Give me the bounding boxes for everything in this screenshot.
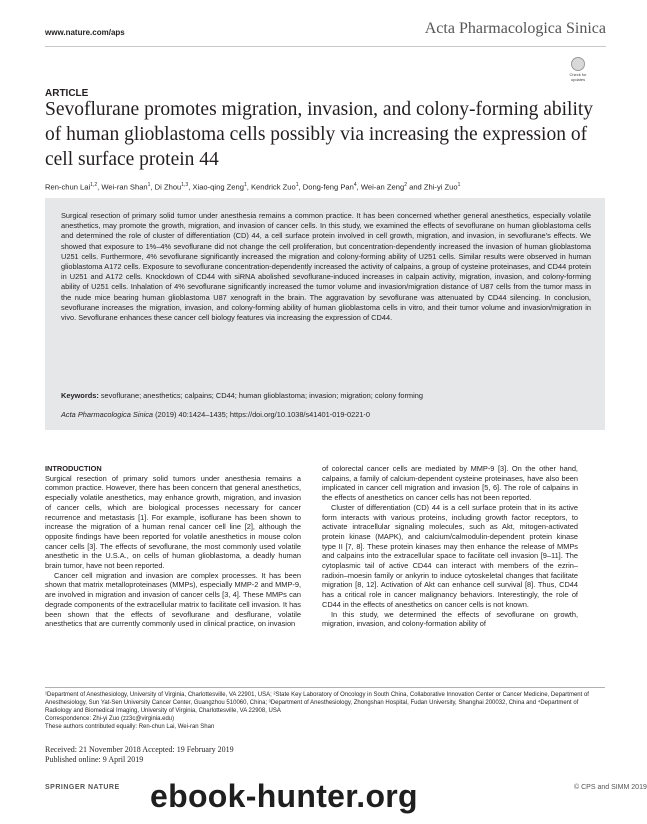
author-name: Ren-chun Lai: [45, 182, 91, 192]
author-name: Wei-ran Shan: [101, 182, 148, 192]
keywords-label: Keywords:: [61, 391, 99, 400]
author-affiliation-mark: 1,3: [181, 182, 189, 188]
intro-paragraph: Surgical resection of primary solid tumors under anesthesia remains a common practice. However, there has been concern that general anesthetics, especially volatile anesthetics, may enhance growth, migration, and invasion of cancer cells, which are biological processes necessary for cancer recurrence and metastasis [1]. For example, isoflurane has been shown to increase the migration of a human renal cancer cell line [2], although the opposite findings have been reported for volatile anesthetics in mouse colon cancer cells [3]. The effects of sevoflurane, the most commonly used volatile anesthetic in the U.S.A., on cells of human glioblastoma, a deadly human brain tumor, have not been reported.: [45, 473, 301, 571]
author-name: Kendrick Zuo: [250, 182, 296, 192]
abstract-text: Surgical resection of primary solid tumor under anesthesia remains a common practice. It has been concerned whether general anesthetics, especially volatile anesthetics, may promote the growth, migration, and invasion of cancer cells. In this study, we examined the effects of sevoflurane on human glioblastoma cells and determined the role of cluster of differentiation (CD) 44, a cell surface protein involved in cell growth, migration, and invasion, in sevoflurane’s effects. We showed that exposure to 1%–4% sevoflurane did not change the cell proliferation, but concentration-dependently increased the invasion of human glioblastoma U251 cells. Furthermore, 4% sevoflurane significantly increased the migration and colony-forming ability of U251 cells. Similar results were observed in human glioblastoma A172 cells. Exposure to sevoflurane concentration-dependently increased the activity of calpains, a group of cysteine proteinases, and CD44 protein in U251 and A172 cells. Knockdown of CD44 with siRNA abolished sevoflurane-induced increases in calpain activity, migration, invasion, and colony-forming ability of U251 cells. Inhalation of 4% sevoflurane significantly increased the tumor volume and invasion/migration distance of U87 cells from the tumor mass in the nude mice bearing human glioblastoma U87 xenograft in the brain. The aggravation by sevoflurane was attenuated by CD44 silencing. In conclusion, sevoflurane increases the migration, invasion, and colony-forming ability of human glioblastoma cells in vitro, and their tumor volume and invasion/migration in vivo. Sevoflurane enhances these cancer cell biology features via increasing the expression of CD44.: [61, 211, 591, 323]
journal-url[interactable]: www.nature.com/aps: [45, 28, 125, 37]
author-affiliation-mark: 1: [295, 182, 299, 188]
header-divider: [45, 46, 606, 47]
footnote-divider: [45, 687, 605, 688]
author-list: Ren-chun Lai$^{1,2}$, Wei-ran Shan$^1$, Di Zhou$^{1,3}$, Xiao-qing Zeng$^1$, Kendrick Zuo$^1$, Dong-feng Pan$^4$, Wei-an Zeng$^2$ and Zhi-yi Zuo$^1$: [45, 182, 461, 192]
citation-journal: Acta Pharmacologica Sinica: [61, 410, 154, 419]
equal-contribution-note: These authors contributed equally: Ren-chun Lai, Wei-ran Shan: [45, 724, 215, 730]
author-name: Zhi-yi Zuo: [423, 182, 458, 192]
author-name: Xiao-qing Zeng: [192, 182, 244, 192]
author-affiliation-mark: 2: [404, 182, 407, 188]
check-for-updates-badge[interactable]: [565, 57, 591, 82]
article-type-label: ARTICLE: [45, 88, 89, 99]
intro-paragraph: Cluster of differentiation (CD) 44 is a cell surface protein that in its active form interacts with various proteins, including growth factor receptors, to activate intracellular signaling molecules, such as Akt, mitogen-activated protein kinase (MAPK), and calcium/calmodulin-dependent protein kinase type II [7, 8]. These protein kinases may then enhance the release of MMPs and calpains into the extracellular space to facilitate cell invasion [9–11]. The cytoplasmic tail of active CD44 can interact with members of the ezrin–radixin–moesin family or ankyrin to induce cytoskeletal changes that facilitate migration [8, 12]. Activation of Akt can enhance cell survival [8]. Thus, CD44 has a critical role in cancer malignancy behaviors. Interestingly, the role of CD44 in the effects of anesthetics on cancer cells is not known.: [322, 502, 578, 609]
intro-paragraph: Cancer cell migration and invasion are complex processes. It has been shown that matrix metalloproteinases (MMPs), especially MMP-2 and MMP-9, are involved in migration and invasion of cancer cells [3, 4]. These MMPs can degrade components of the extracellular matrix to facilitate cell invasion. It has been shown that the effects of sevoflurane and desflurane, volatile anesthetics that are currently commonly used in clinical practice, on invasion: [45, 570, 301, 629]
left-column: [45, 464, 301, 629]
watermark: ebook-hunter.org: [150, 778, 418, 814]
keywords-text: sevoflurane; anesthetics; calpains; CD44; human glioblastoma; invasion; migration; colony forming: [100, 391, 423, 400]
author-affiliation-mark: 1: [243, 182, 247, 188]
footnotes: [45, 691, 605, 731]
right-column: [322, 464, 578, 629]
introduction-heading: INTRODUCTION: [45, 464, 102, 473]
article-title: Sevoflurane promotes migration, invasion, and colony-forming ability of human glioblastoma cells possibly via increasing the expression of cell surface protein 44: [45, 99, 594, 170]
affiliations: ¹Department of Anesthesiology, University of Virginia, Charlottesville, VA 22901, USA; ²State Key Laboratory of Oncology in South China, Collaborative Innovation Center or Cancer Medicine, Department of Anesthesiology, Sun Yat-Sen University Cancer Center, Guangzhou 510060, China; ³Department of Anesthesiology, Zhongshan Hospital, Fudan University, Shanghai 200032, China and ⁴Department of Radiology and Biomedical Imaging, University of Virginia, Charlottesville, VA 22908, USA: [45, 692, 589, 714]
author-affiliation-mark: 1: [457, 182, 461, 188]
author-name: Dong-feng Pan: [302, 182, 354, 192]
received-accepted-dates: Received: 21 November 2018 Accepted: 19 February 2019: [45, 745, 234, 754]
keywords-line: [61, 391, 591, 400]
author-name: Di Zhou: [154, 182, 182, 192]
author-affiliation-mark: 1,2: [90, 182, 98, 188]
check-updates-icon: [571, 57, 585, 71]
citation-line: [61, 410, 591, 419]
citation-details: (2019) 40:1424–1435; https://doi.org/10.1038/s41401-019-0221-0: [155, 410, 370, 419]
intro-paragraph: of colorectal cancer cells are mediated by MMP-9 [3]. On the other hand, calpains, a family of calcium-dependent cysteine proteinases, have also been implicated in cancer cell migration and invasion [5, 6]. The role of calpains in the effects of anesthetics on cancer cells has not been reported.: [322, 464, 578, 503]
correspondence: Correspondence: Zhi-yi Zuo (zz3c@virginia.edu): [45, 716, 175, 722]
journal-name: Acta Pharmacologica Sinica: [424, 20, 606, 37]
intro-paragraph: In this study, we determined the effects of sevoflurane on growth, migration, invasion, and colony-formation ability of: [322, 609, 578, 629]
author-affiliation-mark: 4: [353, 182, 357, 188]
author-affiliation-mark: 1: [147, 182, 151, 188]
copyright-notice: © CPS and SIMM 2019: [574, 784, 647, 791]
publication-dates: [45, 745, 605, 765]
publisher-logo: SPRINGER NATURE: [45, 784, 120, 791]
published-date: Published online: 9 April 2019: [45, 755, 144, 764]
author-name: Wei-an Zeng: [360, 182, 405, 192]
check-updates-label: Check for updates: [569, 72, 587, 82]
